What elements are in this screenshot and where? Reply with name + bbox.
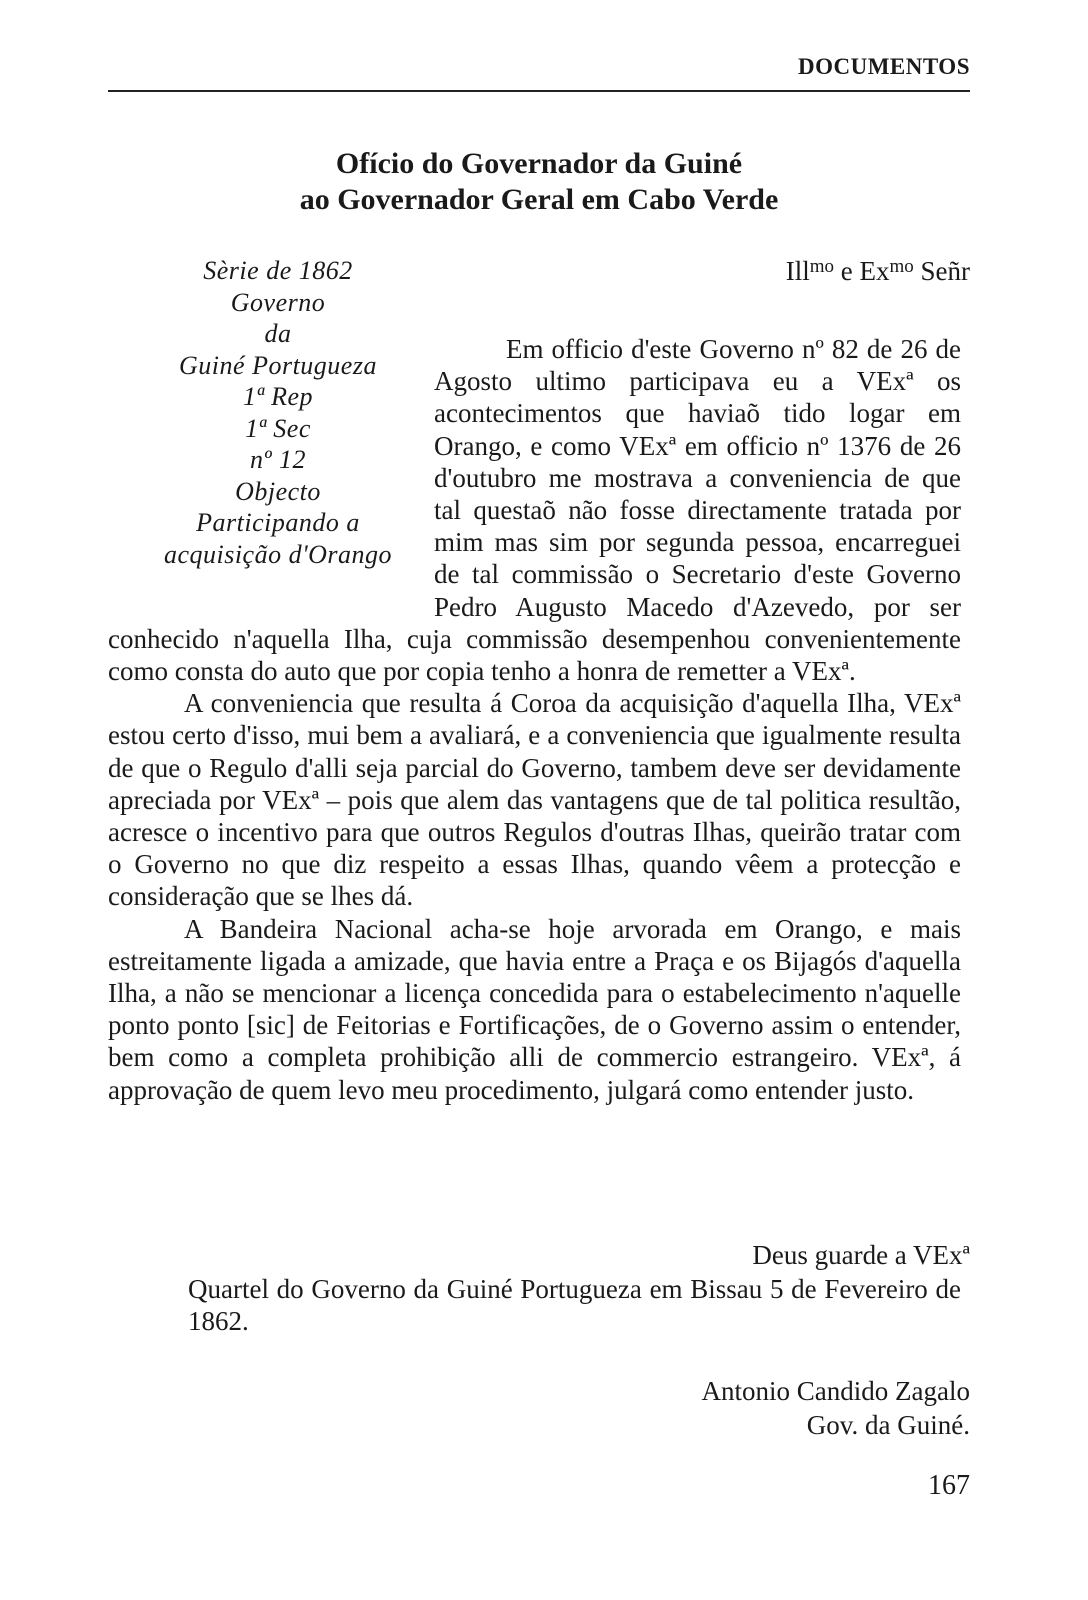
page-number: 167 (928, 1470, 970, 1501)
margin-note-line: Sèrie de 1862 (203, 256, 353, 285)
body-paragraph: A Bandeira Nacional acha-se hoje arvorada em Orango, e mais estreitamente ligada a amizade, que havia entre a Praça e os Bijagós d'aquella Ilha, a não se mencionar a licença concedida para o estabelecimento n'aquelle ponto ponto [sic] de Feitorias e Fortificações, de o Governo assim o entender, bem como a completa prohibição alli de commercio estrangeiro. VExª, á approvação de quem levo meu procedimento, julgará como entender justo. (108, 913, 961, 1105)
salutation-part: Señr (913, 256, 970, 286)
salutation-part: e Ex (833, 256, 890, 286)
salutation (786, 256, 970, 287)
margin-note-line: Governo (230, 287, 326, 317)
dateline: Quartel do Governo da Guiné Portugueza em Bissau 5 de Fevereiro de 1862. (188, 1274, 961, 1337)
closing-formula: Deus guarde a VExª (752, 1240, 970, 1270)
margin-note-line: nº 12 (249, 445, 307, 474)
title-line-1: Ofício do Governador da Guiné (335, 147, 743, 180)
signatory-name: Antonio Candido Zagalo (701, 1376, 970, 1406)
margin-note-line: Participando a (196, 508, 360, 537)
margin-note-spacer (108, 333, 434, 591)
margin-note-line: da (264, 319, 292, 348)
margin-note-line: 1ª Sec (245, 413, 311, 443)
margin-note-line: Guiné Portugueza (179, 350, 377, 380)
title-line-2: ao Governador Geral em Cabo Verde (299, 183, 779, 216)
body-paragraph: Em officio d'este Governo nº 82 de 26 de Agosto ultimo participava eu a VExª os acontecimentos que haviaõ tido logar em Orango, e como VExª em officio nº 1376 de 26 d'outubro me mostrava a conveniencia de que tal questaõ não fosse directamente tratada por mim mas sim por segunda pessoa, encarreguei de tal commissão o Secretario d'este Governo Pedro Augusto Macedo d'Azevedo, por ser conhecido n'aquella Ilha, cuja commissão desempenhou convenientemente como consta do auto que por copia tenho a honra de remetter a VExª. (108, 334, 961, 687)
body-paragraph: A conveniencia que resulta á Coroa da acquisição d'aquella Ilha, VExª estou certo d'isso, mui bem a avaliará, e a conveniencia que igualmente resulta de que o Regulo d'alli seja parcial do Governo, tambem deve ser devidamente apreciada por VExª – pois que alem das vantagens que de tal politica resultão, acresce o incentivo para que outros Regulos d'outras Ilhas, queirão tratar com o Governo no que diz respeito a essas Ilhas, quando vêem a protecção e consideração que se lhes dá. (108, 688, 961, 912)
salutation-superscript: mo (809, 256, 834, 277)
margin-note-line: 1ª Rep (242, 382, 314, 411)
signature-block (702, 1374, 970, 1442)
signatory-title: Gov. da Guiné. (806, 1410, 970, 1440)
document-title (108, 146, 970, 218)
margin-note-line: Objecto (235, 476, 321, 506)
running-header: DOCUMENTOS (108, 54, 970, 92)
letter-body (108, 333, 961, 1106)
salutation-superscript: mo (889, 256, 914, 277)
margin-note-line: acquisição d'Orango (163, 539, 393, 569)
salutation-part: Ill (785, 256, 810, 286)
